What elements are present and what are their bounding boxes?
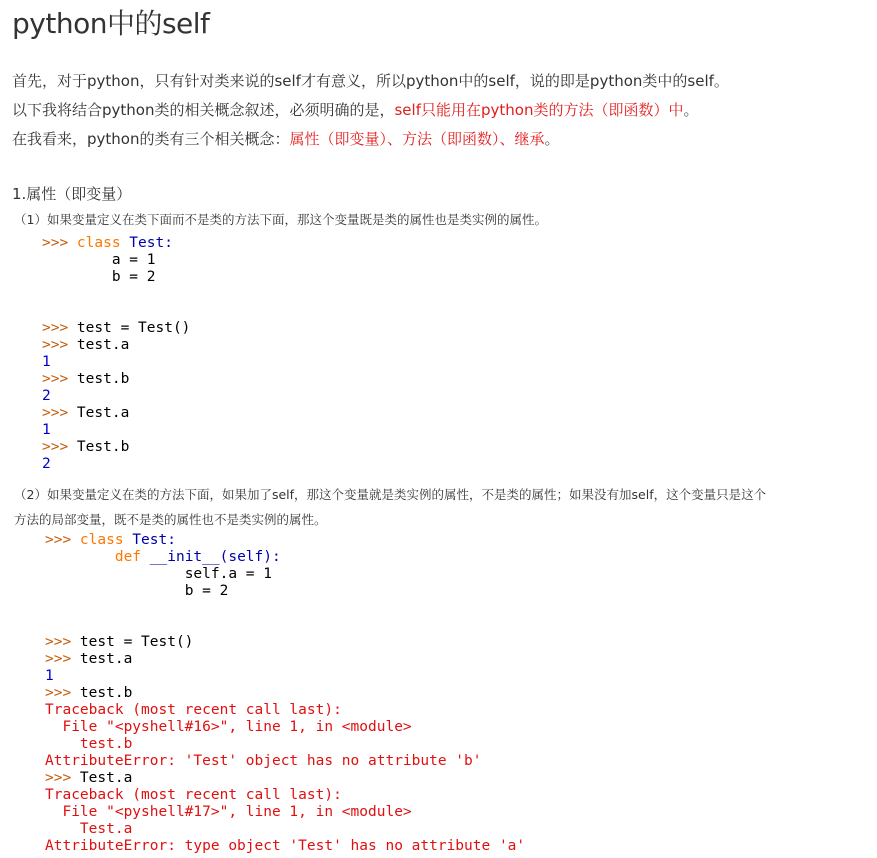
code-block-1: >>> class Test: a = 1 b = 2 >>> test = Test() >>> test.a 1 >>> test.b 2 >>> Test.a 1 >>> Test.b 2 bbox=[42, 235, 191, 472]
highlight-self-usage: self只能用在python类的方法（即函数）中 bbox=[394, 101, 684, 119]
note-2-line-2: 方法的局部变量，既不是类的属性也不是类实例的属性。 bbox=[14, 512, 327, 527]
note-2-line-1: （2）如果变量定义在类的方法下面，如果加了self，那这个变量就是类实例的属性，不是类的属性；如果没有加self，这个变量只是这个 bbox=[14, 487, 767, 502]
intro-line-3: 在我看来，python的类有三个相关概念：属性（即变量）、方法（即函数）、继承。 bbox=[12, 130, 560, 148]
intro-line-2: 以下我将结合python类的相关概念叙述，必须明确的是，self只能用在python类的方法（即函数）中。 bbox=[12, 101, 699, 119]
note-1: （1）如果变量定义在类下面而不是类的方法下面，那这个变量既是类的属性也是类实例的属性。 bbox=[14, 212, 547, 227]
section-heading-attributes: 1.属性（即变量） bbox=[12, 185, 132, 203]
page-title: python中的self bbox=[12, 7, 210, 40]
intro-line-1: 首先，对于python，只有针对类来说的self才有意义，所以python中的self，说的即是python类中的self。 bbox=[12, 72, 729, 90]
code-block-2: >>> class Test: def __init__(self): self.a = 1 b = 2 >>> test = Test() >>> test.a 1 >>> test.b Traceback (most recent call last): File "<pyshell#16>", line 1, in <module> test.b AttributeError: 'Test' object has no attribute 'b' >>> Test.a Traceback (most recent call last): File "<pyshell#17>", line 1, in <module> Test.a AttributeError: type object 'Test' has no attribute 'a' bbox=[45, 532, 526, 854]
highlight-concepts: 属性（即变量）、方法（即函数）、继承 bbox=[289, 130, 545, 148]
